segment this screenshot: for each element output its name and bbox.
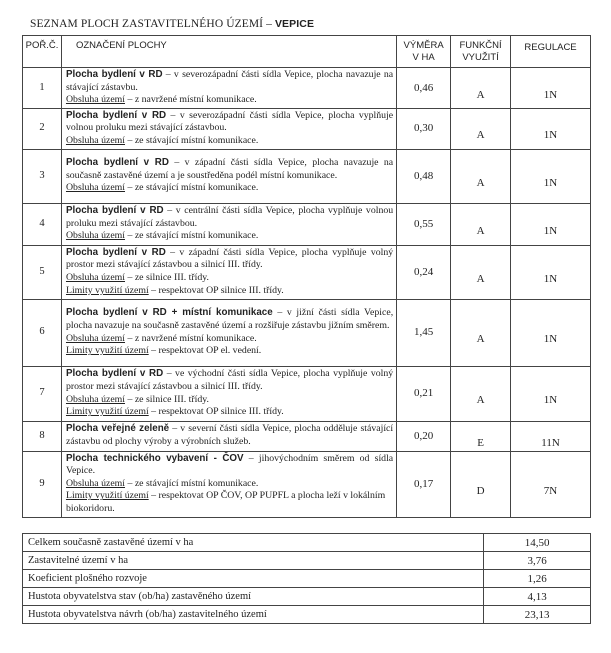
row-number: 4 xyxy=(23,203,62,245)
row-regulation: 1N xyxy=(511,366,591,421)
row-description xyxy=(61,366,396,421)
plot-type: Plocha bydlení v RD xyxy=(65,157,169,169)
row-number: 2 xyxy=(23,108,62,149)
summary-row xyxy=(23,552,591,570)
desc-line-label: Obsluha území xyxy=(65,332,126,344)
row-regulation: 1N xyxy=(511,299,591,366)
plot-type: Plocha technického vybavení - ČOV xyxy=(65,452,244,464)
row-number: 9 xyxy=(23,451,62,517)
desc-line-rest: – respektovat OP el. vedení. xyxy=(148,345,262,357)
plot-type: Plocha bydlení v RD xyxy=(65,368,164,380)
desc-line-rest: – z navržené místní komunikace. xyxy=(125,94,257,106)
desc-line-rest: – ze silnice III. třídy. xyxy=(125,272,209,284)
row-function: A xyxy=(451,68,511,109)
desc-line-label: Obsluha území xyxy=(65,393,126,405)
plot-type: Plocha bydlení v RD xyxy=(65,205,164,217)
row-area: 0,46 xyxy=(397,68,451,109)
plot-type: Plocha veřejné zeleně xyxy=(65,423,170,435)
summary-value: 4,13 xyxy=(484,588,591,606)
desc-line xyxy=(66,406,393,419)
header-funkcni xyxy=(451,36,511,68)
plot-location: – jihovýchodním směrem od sídla Vepice. xyxy=(65,452,394,477)
desc-line-rest: – respektovat OP silnice III. třídy. xyxy=(148,284,284,296)
row-number: 6 xyxy=(23,299,62,366)
header-vymera xyxy=(397,36,451,68)
row-regulation: 1N xyxy=(511,68,591,109)
desc-line xyxy=(66,272,393,285)
plots-table xyxy=(22,35,591,518)
row-area: 0,24 xyxy=(397,245,451,299)
summary-row xyxy=(23,606,591,624)
desc-line-label: Obsluha území xyxy=(65,230,126,242)
row-area: 0,20 xyxy=(397,421,451,451)
row-area: 0,17 xyxy=(397,451,451,517)
plot-location: – v západní části sídla Vepice, plocha navazuje na současně zastavěné území a je soustředěna podél místní komunikace. xyxy=(65,157,394,181)
table-row xyxy=(23,149,591,203)
desc-line xyxy=(66,135,393,148)
plot-type: Plocha bydlení v RD + místní komunikace xyxy=(65,307,273,319)
header-row xyxy=(23,36,591,68)
desc-line-rest: – respektovat OP ČOV, OP PUPFL a plocha leží v lokálním biokoridoru. xyxy=(65,490,386,514)
desc-line-label: Limity využití území xyxy=(65,284,149,296)
plot-type: Plocha bydlení v RD xyxy=(65,69,163,80)
header-vymera-line2: V HA xyxy=(412,51,435,63)
row-description xyxy=(61,149,396,203)
table-row xyxy=(23,366,591,421)
desc-main xyxy=(66,110,393,135)
title-name: VEPICE xyxy=(274,18,315,30)
summary-value: 3,76 xyxy=(484,552,591,570)
row-regulation: 1N xyxy=(511,203,591,245)
desc-line-label: Obsluha území xyxy=(65,272,126,284)
summary-label: Koeficient plošného rozvoje xyxy=(23,570,484,588)
table-row xyxy=(23,299,591,366)
row-area: 0,55 xyxy=(397,203,451,245)
desc-main xyxy=(66,69,393,94)
desc-main xyxy=(66,423,393,448)
desc-line-rest: – ze stávající místní komunikace. xyxy=(125,182,259,194)
desc-main xyxy=(66,453,393,478)
row-description xyxy=(61,203,396,245)
summary-label: Celkem současně zastavěné území v ha xyxy=(23,534,484,552)
desc-main xyxy=(66,205,393,230)
row-function: A xyxy=(451,203,511,245)
plot-location: – v centrální části sídla Vepice, plocha vyplňuje volnou proluku mezi stávající zástavbou. xyxy=(65,205,394,229)
desc-line xyxy=(66,394,393,407)
row-description xyxy=(61,68,396,109)
row-regulation: 7N xyxy=(511,451,591,517)
plot-location: – v západní části sídla Vepice, plocha vyplňuje volný prostor mezi stávající zástavbou a silnicí III. třídy. xyxy=(65,246,394,271)
desc-line-label: Obsluha území xyxy=(65,94,126,106)
row-regulation: 11N xyxy=(511,421,591,451)
row-function: A xyxy=(451,149,511,203)
header-por: POŘ.Č. xyxy=(23,36,62,68)
row-description xyxy=(61,108,396,149)
row-function: A xyxy=(451,366,511,421)
row-regulation: 1N xyxy=(511,108,591,149)
desc-line xyxy=(66,94,393,107)
summary-label: Hustota obyvatelstva stav (ob/ha) zastavěného území xyxy=(23,588,484,606)
row-description xyxy=(61,421,396,451)
table-row xyxy=(23,451,591,517)
row-function: A xyxy=(451,108,511,149)
desc-line-label: Obsluha území xyxy=(65,182,126,194)
desc-main xyxy=(66,368,393,393)
plot-type: Plocha bydlení v RD xyxy=(65,109,167,121)
header-funkcni-line2: VYUŽITÍ xyxy=(462,51,499,63)
desc-line xyxy=(66,333,393,346)
desc-line-label: Limity využití území xyxy=(65,406,149,418)
header-funkcni-line1: FUNKČNÍ xyxy=(459,39,502,51)
row-function: E xyxy=(451,421,511,451)
table-row xyxy=(23,421,591,451)
desc-line-rest: – respektovat OP silnice III. třídy. xyxy=(148,406,284,418)
row-area: 0,21 xyxy=(397,366,451,421)
page-title xyxy=(30,18,314,30)
plot-location: – v severozápadní části sídla Vepice, plocha navazuje na stávající zástavbu. xyxy=(65,69,394,93)
row-area: 0,48 xyxy=(397,149,451,203)
desc-line-label: Limity využití území xyxy=(65,490,149,502)
row-function: A xyxy=(451,299,511,366)
plot-location: – v jižní části sídla Vepice, plocha navazuje na současně zastavěné území a rozšiřuje zástavbu jižním směrem. xyxy=(65,307,394,331)
desc-line xyxy=(66,285,393,298)
table-row xyxy=(23,203,591,245)
desc-line-rest: – ze stávající místní komunikace. xyxy=(125,230,259,242)
desc-line-rest: – ze stávající místní komunikace. xyxy=(125,134,259,146)
summary-value: 1,26 xyxy=(484,570,591,588)
row-regulation: 1N xyxy=(511,245,591,299)
row-number: 7 xyxy=(23,366,62,421)
row-area: 1,45 xyxy=(397,299,451,366)
row-number: 3 xyxy=(23,149,62,203)
plot-type: Plocha bydlení v RD xyxy=(65,246,166,258)
summary-row xyxy=(23,534,591,552)
desc-main xyxy=(66,157,393,182)
summary-table xyxy=(22,533,591,624)
row-number: 1 xyxy=(23,68,62,109)
row-regulation: 1N xyxy=(511,149,591,203)
desc-line-label: Obsluha území xyxy=(65,477,126,489)
desc-line-rest: – ze silnice III. třídy. xyxy=(125,393,209,405)
summary-value: 14,50 xyxy=(484,534,591,552)
desc-main xyxy=(66,307,393,332)
plot-location: – ve východní části sídla Vepice, plocha vyplňuje volný prostor mezi stávající zástavbou a silnicí III. třídy. xyxy=(65,368,394,392)
row-description xyxy=(61,451,396,517)
row-function: A xyxy=(451,245,511,299)
desc-line xyxy=(66,478,393,491)
row-function: D xyxy=(451,451,511,517)
desc-line-rest: – z navržené místní komunikace. xyxy=(125,332,257,344)
row-number: 5 xyxy=(23,245,62,299)
table-row xyxy=(23,108,591,149)
table-row xyxy=(23,68,591,109)
summary-label: Zastavitelné území v ha xyxy=(23,552,484,570)
desc-line-label: Limity využití území xyxy=(65,345,149,357)
summary-body xyxy=(23,534,591,624)
desc-main xyxy=(66,247,393,272)
row-number: 8 xyxy=(23,421,62,451)
row-description xyxy=(61,245,396,299)
summary-row xyxy=(23,570,591,588)
desc-line xyxy=(66,182,393,195)
desc-line-label: Obsluha území xyxy=(65,134,126,146)
desc-line xyxy=(66,230,393,243)
header-oznaceni: OZNAČENÍ PLOCHY xyxy=(61,36,396,68)
table-row xyxy=(23,245,591,299)
desc-line xyxy=(66,490,393,515)
plot-location: – v severní části sídla Vepice, plocha odděluje stávající zástavbu od plochy výroby a výrobních služeb. xyxy=(65,423,394,448)
plot-location: – v severozápadní části sídla Vepice, plocha vyplňuje volnou proluku mezi stávající zástavbou. xyxy=(65,109,394,134)
row-description xyxy=(61,299,396,366)
desc-line-rest: – ze stávající místní komunikace. xyxy=(125,477,259,489)
header-vymera-line1: VÝMĚRA xyxy=(403,39,444,51)
table-body xyxy=(23,68,591,518)
desc-line xyxy=(66,345,393,358)
title-prefix: SEZNAM PLOCH ZASTAVITELNÉHO ÚZEMÍ – xyxy=(30,18,272,30)
summary-row xyxy=(23,588,591,606)
summary-label: Hustota obyvatelstva návrh (ob/ha) zastavitelného území xyxy=(23,606,484,624)
summary-value: 23,13 xyxy=(484,606,591,624)
header-regulace: REGULACE xyxy=(511,36,591,68)
row-area: 0,30 xyxy=(397,108,451,149)
